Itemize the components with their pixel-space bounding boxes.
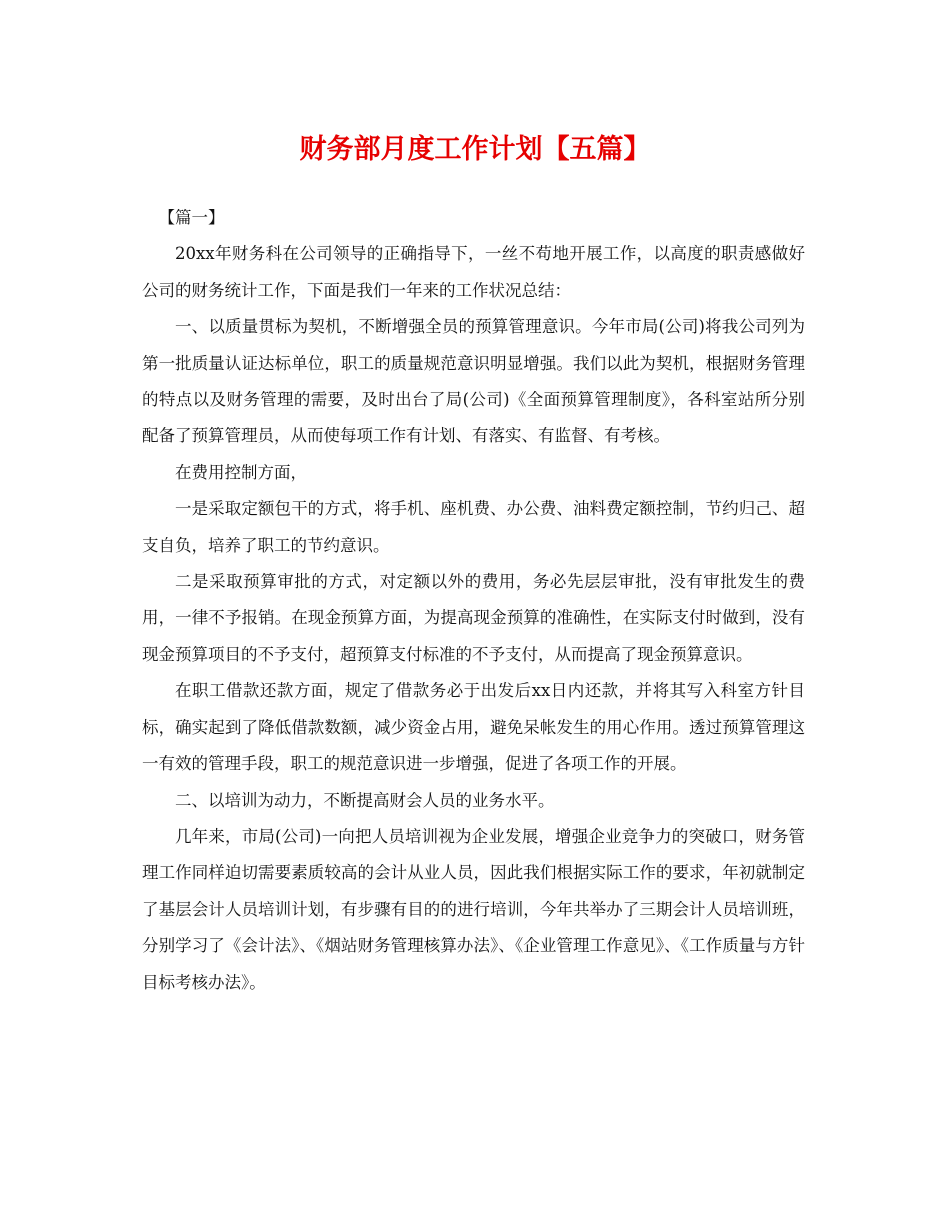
paragraph: 一、以质量贯标为契机，不断增强全员的预算管理意识。今年市局(公司)将我公司列为第一批质量认证达标单位，职工的质量规范意识明显增强。我们以此为契机，根据财务管理的特点以及财务管理的需要，及时出台了局(公司)《全面预算管理制度》，各科室站所分别配备了预算管理员，从而使每项工作有计划、有落实、有监督、有考核。 — [142, 317, 805, 446]
document-body — [142, 200, 805, 1001]
paragraph: 二是采取预算审批的方式，对定额以外的费用，务必先层层审批，没有审批发生的费用，一律不予报销。在现金预算方面，为提高现金预算的准确性，在实际支付时做到，没有现金预算项目的不予支付，超预算支付标准的不予支付，从而提高了现金预算意识。 — [142, 572, 805, 664]
section-label: 【篇一】 — [158, 208, 225, 227]
paragraph: 一是采取定额包干的方式，将手机、座机费、办公费、油料费定额控制，节约归己、超支自负，培养了职工的节约意识。 — [142, 499, 805, 555]
paragraph: 二、以培训为动力，不断提高财会人员的业务水平。 — [175, 790, 555, 810]
document-title: 财务部月度工作计划【五篇】 — [299, 134, 651, 165]
paragraph: 在费用控制方面， — [175, 462, 307, 482]
paragraph: 在职工借款还款方面，规定了借款务必于出发后xx日内还款，并将其写入科室方针目标，确实起到了降低借款数额，减少资金占用，避免呆帐发生的用心作用。透过预算管理这一有效的管理手段，职工的规范意识进一步增强，促进了各项工作的开展。 — [142, 681, 805, 774]
paragraph: 几年来，市局(公司)一向把人员培训视为企业发展，增强企业竞争力的突破口，财务管理工作同样迫切需要素质较高的会计从业人员，因此我们根据实际工作的要求，年初就制定了基层会计人员培训计划，有步骤有目的的进行培训，今年共举办了三期会计人员培训班，分别学习了《会计法》、《烟站财务管理核算办法》、《企业管理工作意见》、《工作质量与方针目标考核办法》。 — [142, 826, 805, 992]
paragraph: 20xx年财务科在公司领导的正确指导下，一丝不苟地开展工作，以高度的职责感做好公司的财务统计工作，下面是我们一年来的工作状况总结： — [142, 244, 805, 300]
